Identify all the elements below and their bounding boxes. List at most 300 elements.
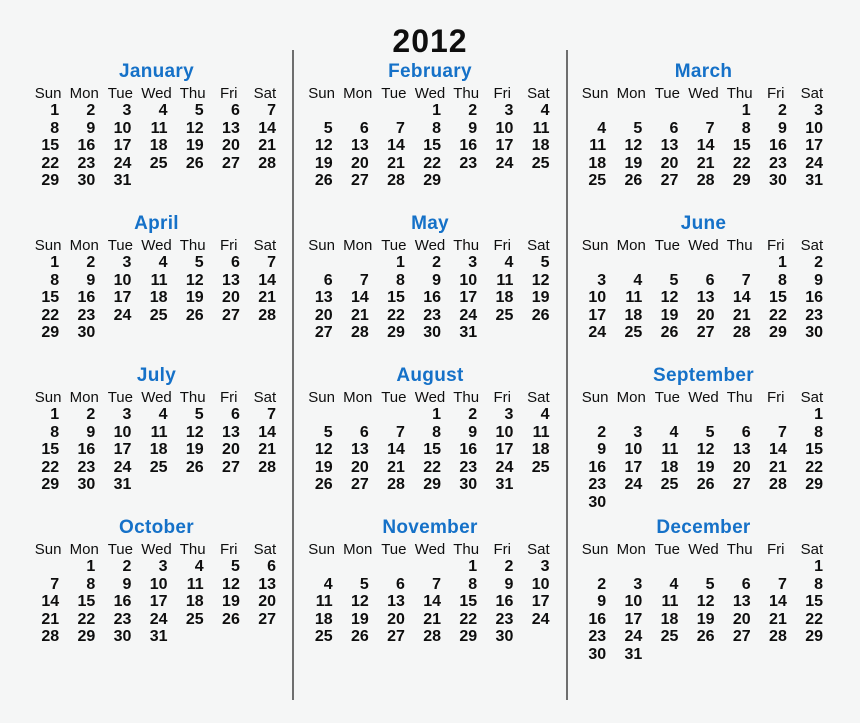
empty-cell [102, 324, 138, 342]
date-cell: 22 [459, 610, 478, 628]
date-cell: 8 [86, 575, 96, 593]
date-cell: 17 [495, 441, 514, 458]
date-cell: 15 [805, 441, 823, 458]
month-december [577, 518, 830, 670]
date-cell: 27 [350, 172, 369, 189]
day-header: Fri [493, 389, 512, 406]
date-cell: 14 [387, 137, 405, 154]
month-october [30, 518, 283, 670]
date-cell: 21 [41, 610, 60, 628]
day-header: Fri [220, 85, 238, 102]
date-cell: 9 [432, 271, 442, 289]
date-cell: 10 [624, 593, 643, 610]
date-cell: 7 [359, 271, 369, 289]
date-cell: 31 [624, 645, 643, 663]
date-cell: 30 [495, 628, 514, 645]
date-cell: 5 [359, 575, 369, 593]
date-cell: 13 [258, 575, 276, 593]
date-cell: 17 [624, 458, 643, 476]
empty-cell [613, 494, 649, 512]
day-header: Sat [527, 541, 550, 558]
date-cell: 25 [495, 306, 514, 324]
day-header: Sat [527, 389, 550, 406]
day-header: Tue [381, 389, 407, 406]
date-cell: 9 [777, 119, 787, 137]
day-header: Fri [220, 541, 238, 558]
date-cell: 15 [41, 289, 60, 306]
day-header: Mon [616, 237, 646, 254]
month-september [577, 366, 830, 518]
date-cell: 18 [314, 610, 333, 628]
day-header: Thu [453, 541, 480, 558]
date-cell: 3 [468, 254, 478, 271]
date-cell: 11 [186, 575, 204, 593]
date-cell: 16 [769, 137, 787, 154]
date-cell: 22 [805, 610, 823, 628]
date-cell: 16 [77, 289, 96, 306]
date-cell: 14 [769, 441, 787, 458]
date-cell: 10 [531, 575, 550, 593]
date-cell: 16 [77, 137, 96, 154]
month-title: November [382, 517, 478, 538]
date-cell: 23 [588, 476, 607, 493]
empty-cell [758, 558, 794, 576]
date-cell: 12 [314, 137, 333, 154]
date-cell: 6 [230, 406, 240, 423]
day-header: Wed [688, 237, 719, 254]
date-cell: 23 [423, 306, 442, 324]
date-cell: 13 [387, 593, 405, 610]
date-cell: 18 [495, 289, 514, 306]
date-cell: 16 [495, 593, 514, 610]
empty-cell [211, 628, 247, 646]
empty-cell [685, 494, 721, 512]
date-cell: 17 [459, 289, 478, 306]
empty-cell [649, 646, 685, 664]
day-header: Sun [34, 541, 62, 558]
date-cell: 9 [86, 119, 96, 137]
date-cell: 22 [805, 458, 823, 476]
date-cell: 18 [531, 441, 550, 458]
empty-cell [577, 558, 613, 576]
date-cell: 2 [814, 254, 823, 271]
date-cell: 26 [696, 628, 715, 645]
date-cell: 6 [359, 423, 369, 441]
empty-cell [175, 172, 211, 190]
date-cell: 19 [314, 154, 333, 172]
date-cell: 10 [113, 271, 132, 289]
day-header: Mon [69, 389, 99, 406]
date-cell: 12 [660, 289, 679, 306]
date-cell: 25 [660, 476, 679, 493]
date-cell: 7 [267, 102, 276, 119]
date-cell: 22 [41, 306, 60, 324]
date-cell: 12 [531, 271, 550, 289]
date-cell: 24 [113, 306, 132, 324]
date-cell: 26 [660, 324, 679, 341]
day-header: Thu [726, 237, 753, 254]
date-cell: 13 [222, 119, 240, 137]
date-cell: 3 [504, 102, 514, 119]
empty-cell [722, 406, 758, 424]
date-cell: 26 [531, 306, 550, 324]
date-cell: 30 [459, 476, 478, 493]
date-cell: 23 [495, 610, 514, 628]
date-cell: 16 [423, 289, 442, 306]
date-cell: 21 [350, 306, 369, 324]
day-header: Thu [179, 389, 206, 406]
empty-cell [685, 254, 721, 272]
date-cell: 1 [86, 558, 96, 575]
date-cell: 21 [258, 289, 276, 306]
date-cell: 25 [185, 610, 204, 628]
date-cell: 2 [122, 558, 132, 575]
day-header: Fri [493, 237, 512, 254]
date-cell: 19 [185, 289, 204, 306]
date-cell: 1 [814, 558, 823, 575]
month-march [577, 62, 830, 214]
day-header: Fri [493, 85, 512, 102]
date-cell: 6 [396, 575, 405, 593]
date-cell: 17 [149, 593, 168, 610]
empty-cell [685, 646, 721, 664]
month-april [30, 214, 283, 366]
day-header: Fri [493, 541, 512, 558]
date-cell: 5 [540, 254, 550, 271]
date-cell: 12 [185, 119, 204, 137]
date-cell: 28 [258, 306, 276, 324]
month-title: May [411, 213, 449, 234]
empty-cell [340, 558, 376, 576]
month-august [304, 366, 557, 518]
date-cell: 19 [531, 289, 550, 306]
empty-cell [211, 172, 247, 190]
date-cell: 23 [77, 154, 96, 172]
date-cell: 2 [86, 254, 96, 271]
date-cell: 31 [459, 324, 478, 341]
date-cell: 23 [459, 154, 478, 172]
empty-cell [758, 646, 794, 664]
date-cell: 3 [633, 423, 643, 441]
date-cell: 19 [696, 458, 715, 476]
year-title: 2012 [392, 23, 468, 59]
day-header: Tue [654, 85, 680, 102]
date-cell: 27 [222, 154, 240, 172]
date-cell: 3 [814, 102, 823, 119]
date-cell: 20 [222, 289, 240, 306]
empty-cell [376, 406, 412, 424]
date-cell: 5 [705, 423, 715, 441]
empty-cell [30, 558, 66, 576]
date-cell: 20 [660, 154, 679, 172]
date-cell: 24 [531, 610, 550, 628]
date-cell: 13 [350, 441, 369, 458]
date-cell: 5 [705, 575, 715, 593]
day-header: Wed [141, 237, 172, 254]
date-cell: 20 [387, 610, 405, 628]
date-cell: 1 [741, 102, 751, 119]
day-header: Tue [381, 541, 407, 558]
empty-cell [794, 646, 830, 664]
empty-cell [484, 324, 520, 342]
empty-cell [685, 102, 721, 120]
date-cell: 8 [814, 423, 823, 441]
day-header: Mon [343, 541, 373, 558]
day-header: Thu [726, 541, 753, 558]
day-header: Wed [414, 541, 446, 558]
day-header: Mon [616, 85, 646, 102]
date-cell: 30 [113, 628, 132, 645]
date-cell: 3 [122, 102, 132, 119]
date-cell: 26 [222, 610, 240, 628]
date-cell: 13 [222, 423, 240, 441]
day-header: Sat [253, 389, 277, 406]
day-header: Wed [141, 389, 172, 406]
date-cell: 21 [258, 137, 276, 154]
month-title: April [134, 213, 179, 234]
date-cell: 30 [588, 645, 607, 663]
date-cell: 29 [732, 172, 751, 189]
date-cell: 28 [41, 628, 60, 645]
date-cell: 6 [323, 271, 333, 289]
date-cell: 27 [660, 172, 679, 189]
month-grid [304, 389, 557, 494]
empty-cell [211, 324, 247, 342]
day-header: Tue [654, 389, 680, 406]
date-cell: 27 [258, 610, 276, 628]
date-cell: 26 [624, 172, 643, 189]
date-cell: 10 [113, 423, 132, 441]
date-cell: 6 [267, 558, 276, 575]
date-cell: 27 [732, 476, 751, 493]
date-cell: 21 [732, 306, 751, 324]
date-cell: 16 [113, 593, 132, 610]
date-cell: 15 [805, 593, 823, 610]
date-cell: 21 [387, 458, 405, 476]
date-cell: 14 [732, 289, 751, 306]
month-november [304, 518, 557, 670]
date-cell: 24 [624, 628, 643, 645]
month-title: February [388, 61, 472, 82]
empty-cell [340, 406, 376, 424]
date-cell: 19 [624, 154, 643, 172]
empty-cell [247, 324, 283, 342]
date-cell: 3 [504, 406, 514, 423]
date-cell: 29 [459, 628, 478, 645]
date-cell: 26 [185, 458, 204, 476]
day-header: Sat [527, 237, 550, 254]
day-header: Mon [343, 389, 373, 406]
empty-cell [649, 494, 685, 512]
date-cell: 19 [660, 306, 679, 324]
day-header: Tue [381, 85, 407, 102]
date-cell: 25 [531, 154, 550, 172]
date-cell: 1 [50, 406, 60, 423]
date-cell: 12 [185, 423, 204, 441]
date-cell: 31 [113, 172, 132, 189]
empty-cell [520, 476, 556, 494]
empty-cell [685, 406, 721, 424]
empty-cell [376, 102, 412, 120]
empty-cell [138, 172, 174, 190]
empty-cell [247, 628, 283, 646]
date-cell: 15 [77, 593, 96, 610]
date-cell: 14 [696, 137, 715, 154]
month-title: August [396, 365, 464, 386]
date-cell: 15 [41, 137, 60, 154]
date-cell: 4 [540, 406, 550, 423]
date-cell: 29 [423, 476, 442, 493]
empty-cell [376, 558, 412, 576]
date-cell: 8 [50, 271, 60, 289]
month-title: March [674, 61, 733, 82]
date-cell: 13 [314, 289, 333, 306]
empty-cell [247, 476, 283, 494]
date-cell: 15 [459, 593, 478, 610]
date-cell: 14 [41, 593, 60, 610]
day-header: Mon [69, 541, 99, 558]
day-header: Fri [767, 237, 785, 254]
date-cell: 20 [258, 593, 276, 610]
date-cell: 17 [624, 610, 643, 628]
date-cell: 10 [624, 441, 643, 458]
date-cell: 30 [77, 476, 96, 493]
date-cell: 8 [432, 423, 442, 441]
date-cell: 10 [588, 289, 607, 306]
date-cell: 11 [315, 593, 333, 610]
date-cell: 5 [323, 119, 333, 137]
date-cell: 7 [705, 119, 715, 137]
date-cell: 6 [669, 119, 679, 137]
month-grid [577, 389, 830, 511]
date-cell: 7 [50, 575, 60, 593]
day-header: Sat [800, 389, 824, 406]
date-cell: 4 [669, 575, 679, 593]
date-cell: 27 [732, 628, 751, 645]
date-cell: 11 [532, 119, 550, 137]
date-cell: 20 [696, 306, 715, 324]
day-header: Thu [179, 541, 206, 558]
date-cell: 6 [705, 271, 715, 289]
date-cell: 24 [495, 154, 514, 172]
date-cell: 29 [77, 628, 96, 645]
date-cell: 23 [77, 306, 96, 324]
date-cell: 20 [732, 610, 751, 628]
date-cell: 23 [769, 154, 787, 172]
month-title: July [136, 365, 177, 386]
date-cell: 1 [50, 254, 60, 271]
day-header: Fri [767, 85, 785, 102]
date-cell: 11 [150, 423, 168, 441]
date-cell: 21 [769, 458, 787, 476]
date-cell: 24 [805, 154, 823, 172]
day-header: Sat [527, 85, 550, 102]
date-cell: 24 [149, 610, 168, 628]
date-cell: 4 [633, 271, 643, 289]
date-cell: 18 [624, 306, 643, 324]
empty-cell [520, 628, 556, 646]
date-cell: 2 [504, 558, 514, 575]
date-cell: 3 [122, 254, 132, 271]
month-june [577, 214, 830, 366]
day-header: Sat [800, 541, 824, 558]
empty-cell [613, 406, 649, 424]
month-title: December [656, 517, 751, 538]
date-cell: 29 [769, 324, 787, 341]
date-cell: 16 [588, 458, 607, 476]
day-header: Thu [453, 237, 480, 254]
date-cell: 14 [258, 119, 276, 137]
empty-cell [613, 558, 649, 576]
date-cell: 28 [258, 458, 276, 476]
date-cell: 25 [624, 324, 643, 341]
empty-cell [794, 494, 830, 512]
calendar-grid [30, 62, 830, 670]
date-cell: 13 [732, 593, 751, 610]
date-cell: 2 [468, 406, 478, 423]
day-header: Fri [220, 389, 238, 406]
date-cell: 16 [805, 289, 823, 306]
date-cell: 7 [777, 575, 787, 593]
day-header: Sun [581, 389, 609, 406]
day-header: Tue [107, 541, 133, 558]
day-header: Tue [381, 237, 407, 254]
date-cell: 3 [540, 558, 550, 575]
month-grid [30, 389, 283, 494]
date-cell: 31 [149, 628, 168, 645]
date-cell: 2 [597, 423, 607, 441]
date-cell: 10 [805, 119, 823, 137]
date-cell: 20 [732, 458, 751, 476]
date-cell: 5 [194, 254, 204, 271]
date-cell: 7 [741, 271, 751, 289]
date-cell: 25 [531, 458, 550, 476]
date-cell: 18 [149, 289, 168, 306]
date-cell: 16 [588, 610, 607, 628]
day-header: Sun [34, 389, 62, 406]
date-cell: 24 [459, 306, 478, 324]
empty-cell [722, 494, 758, 512]
empty-cell [649, 558, 685, 576]
month-february [304, 62, 557, 214]
date-cell: 18 [149, 441, 168, 458]
date-cell: 15 [769, 289, 787, 306]
date-cell: 17 [113, 441, 132, 458]
date-cell: 12 [222, 575, 240, 593]
date-cell: 8 [777, 271, 787, 289]
date-cell: 2 [777, 102, 787, 119]
day-header: Wed [414, 389, 446, 406]
empty-cell [758, 406, 794, 424]
day-header: Fri [767, 541, 785, 558]
date-cell: 7 [267, 254, 276, 271]
day-header: Sun [34, 237, 62, 254]
day-header: Sun [308, 389, 335, 406]
date-cell: 24 [113, 458, 132, 476]
date-cell: 13 [660, 137, 679, 154]
date-cell: 31 [805, 172, 823, 189]
date-cell: 27 [222, 458, 240, 476]
date-cell: 26 [350, 628, 369, 645]
date-cell: 2 [432, 254, 442, 271]
date-cell: 19 [185, 441, 204, 458]
date-cell: 3 [158, 558, 168, 575]
empty-cell [304, 254, 340, 272]
date-cell: 25 [314, 628, 333, 645]
month-january [30, 62, 283, 214]
date-cell: 31 [113, 476, 132, 493]
date-cell: 27 [696, 324, 715, 341]
